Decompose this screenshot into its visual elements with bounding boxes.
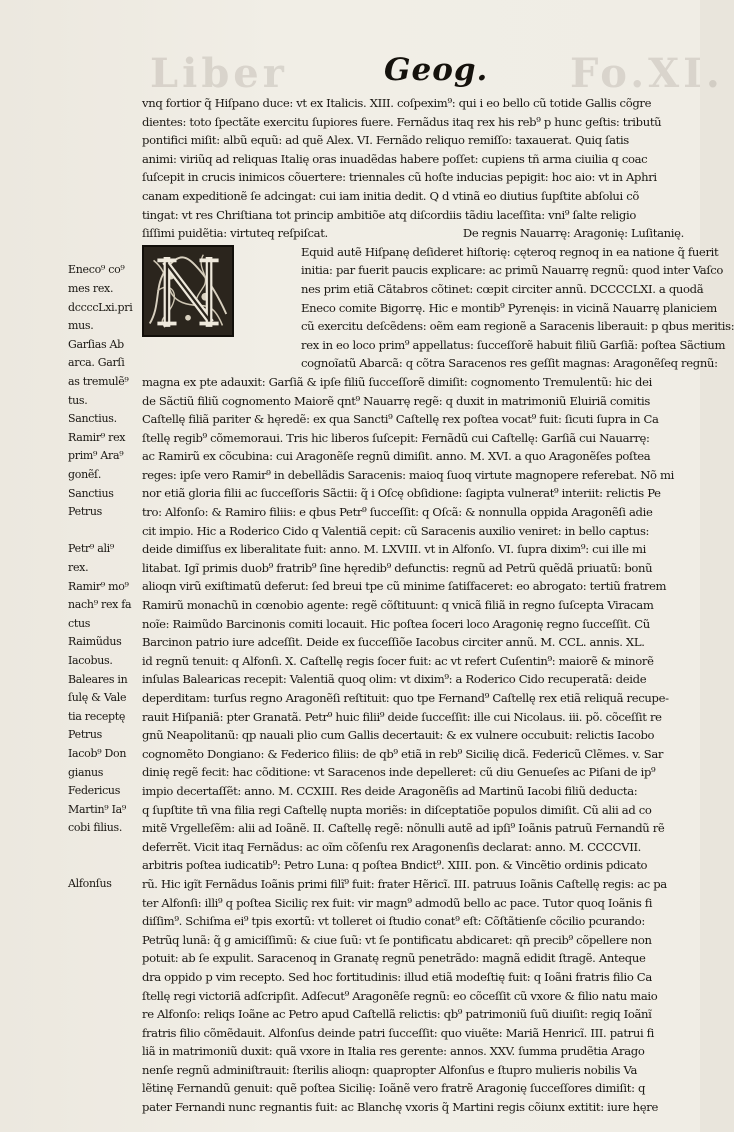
text-line: re Alfonſo: reliqs Ioãne ac Petro apud Caſtellã relictis: qb⁹ patrimoniũ ſuũ diuiſit: regiq Ioãnĩ <box>142 1007 652 1022</box>
text-line: noĩe: Raimũdo Barcinonis comiti locauit. Hic poſtea ſoceri loco Aragonię regno ſucceſſit. Cũ <box>142 616 650 631</box>
text-line: magna ex pte adauxit: Garſiã & ipſe filiũ ſucceſſorẽ dimiſit: cognomento Tremulentũ: hic dei <box>142 374 652 389</box>
text-line: ſiſſimi puidẽtia: virtuteq reſpiſcat. <box>142 226 328 241</box>
text-line: potuit: ab ſe expulit. Saracenoq in Granatę regnũ penetrãdo: magnã edidit ſtragẽ. Anteque <box>142 951 646 966</box>
margin-note: Eneco⁹ co⁹ mes rex. dccccLxi.pri mus. <box>68 263 133 333</box>
text-line: dinię regẽ fecit: hac cõditione: vt Saracenos inde depelleret: cũ diu Genueſes ac Piſani de ip⁹ <box>142 765 656 780</box>
text-line: pater Fernandi nunc regnantis fuit: ac Blanchę vxoris q̃ Martini regis cõiunx extitit: iure hęre <box>142 1100 658 1115</box>
text-line: id regnũ tenuit: q Alfonſi. X. Caſtellę regis ſocer fuit: ac vt refert Cuſentin⁹: maiorẽ & minorẽ <box>142 653 654 668</box>
text-line: q ſupſtite tñ vna filia regi Caſtellę nupta moriẽs: in diſceptatiõe populos dimiſit. Cũ alii ad co <box>142 802 652 817</box>
text-line: impio decertaſſẽt: anno. M. CCXIII. Res deide Aragonẽſis ad Martinũ Iacobi filiũ deducta: <box>142 783 638 798</box>
text-line: animi: viriũq ad reliquas Italię oras inuadẽdas habere poſſet: cupiens tñ arma ciuilia q coac <box>142 151 648 166</box>
text-line: litabat. Igĩ primis duob⁹ fratrib⁹ ſine hęredib⁹ defunctis: regnũ ad Petrũ quẽdã priuatũ: bonũ <box>142 560 653 575</box>
text-line: canam expeditionẽ ſe adcingat: cui iam initia dedit. Q d vtinã eo diutius ſupſtite abſolui cõ <box>142 188 640 203</box>
text-line: tro: Alfonſo: & Ramiro filiis: e qbus Petr⁹ ſucceſſit: q Oſcã: & nonnulla oppida Aragonẽſi adie <box>142 505 653 520</box>
text-line: cit impio. Hic a Roderico Cido q Valentiã cepit: cũ Saracenis auxilio veniret: in bello captus: <box>142 523 650 538</box>
text-line: ſtellę regib⁹ cõmemoraui. Tris hic liberos ſuſcepit: Fernãdũ cui Caſtellę: Garſiã cui Nauarrę: <box>142 430 650 445</box>
running-head: Geog. <box>384 52 489 88</box>
text-line: de Sãctiũ filiũ cognomento Maiorẽ qnt⁹ Nauarrę regẽ: q duxit in matrimoniũ Eluiriã comitis <box>142 393 650 408</box>
bleed-through-left: Liber <box>150 50 288 97</box>
text-line: fratris filio cõmẽdauit. Alfonſus deinde patri ſucceſſit: quo viuẽte: Mariã Henricĩ. III. patrui fi <box>142 1025 654 1040</box>
text-line: rex in eo loco prim⁹ appellatus: ſucceſſorẽ habuit filiũ Garſiã: poſtea Sãctium <box>301 337 726 352</box>
text-line: nor etiã gloria filii ac ſucceſſoris Sãctii: q̃ i Oſcę obſidione: ſagipta vulnerat⁹ interiit: relictis Pe <box>142 486 661 501</box>
text-line: ac Ramirũ ex cõcubina: cui Aragonẽſe regnũ dimiſit. anno. M. XVI. a quo Aragonẽſes poſtea <box>142 449 651 464</box>
text-line: rauit Hiſpaniã: pter Granatã. Petr⁹ huic filii⁹ deide ſucceſſit: ille cui Nicolaus. iii. põ. cõceſſit re <box>142 709 662 724</box>
text-line: Equid autẽ Hiſpanę deſideret hiſtorię: cęteroq regnoq in ea natione q̃ fuerit <box>301 244 719 259</box>
text-line: ſtellę regi victoriã adſcripſit. Adſecut⁹ Aragonẽſe regnũ: eo cõceſſit cũ vxore & filio natu maio <box>142 988 658 1003</box>
text-line: diſſim⁹. Schiſma ei⁹ tpis exortũ: vt tolleret oi ſtudio conat⁹ eſt: Cõſtãtienſe cõcilio pcurando: <box>142 914 645 929</box>
text-line: reges: ipſe vero Ramir⁹ in debellãdis Saracenis: maioq ſuoq virtute magnopere referebat. Nõ mi <box>142 467 674 482</box>
text-line: dientes: toto ſpectãte exercitu ſupiores fuere. Fernãdus itaq rex his reb⁹ p hunc geſtis: tributũ <box>142 114 662 129</box>
text-line: gnũ Neapolitanũ: qp nauali plio cum Gallis decertauit: & ex vulnere occubuit: relictis Iacobo <box>142 728 655 743</box>
bleed-through-right: Fo.XI. <box>570 50 724 97</box>
section-heading: De regnis Nauarrę: Aragonię: Luſitanię. <box>462 226 684 241</box>
margin-note: Sanctius. Ramir⁹ rex prim⁹ Ara⁹ gonẽſ. Sanctius Petrus <box>68 412 126 519</box>
text-line: tingat: vt res Chriſtiana tot princip ambitiõe atq diſcordiis tãdiu laceſſita: vni⁹ ſalte religio <box>142 207 636 222</box>
text-line: lẽtinę Fernandũ genuit: quẽ poſtea Sicilię: Ioãnẽ vero fratrẽ Aragonię ſucceſſores dimiſit: q <box>142 1081 646 1096</box>
text-line: Eneco comite Bigorrę. Hic e montib⁹ Pyrenęis: in vicinã Nauarrę planiciem <box>301 300 717 315</box>
text-line: dra oppido p vim recepto. Sed hoc fortitudinis: illud etiã modeſtię fuit: q Ioãni fratris filio Ca <box>142 969 652 984</box>
text-line: nenſe regnũ adminiſtrauit: ſterilis alioqn: quapropter Alfonſus e ſtupro mulieris nobilis Va <box>142 1062 638 1077</box>
text-line: deferrẽt. Vicit itaq Fernãdus: ac oĩm cõſenſu rex Aragonenſis declarat: anno. M. CCCCVII. <box>142 839 642 854</box>
text-line: Barcinon patrio iure adceſſit. Deide ex ſucceſſiõe Iacobus circiter annũ. M. CCL. annis. XL. <box>142 635 645 650</box>
text-line: rũ. Hic igĩt Fernãdus Ioãnis primi filĩ⁹ fuit: frater Hẽricĩ. III. patruus Ioãnis Caſtellę regis: ac pa <box>142 876 667 891</box>
text-line: mitẽ Vrgelleſẽm: alii ad Ioãnẽ. II. Caſtellę regẽ: nõnulli autẽ ad ipſi⁹ Ioãnis patruũ Fernandũ rẽ <box>142 821 665 836</box>
text-line: arbitris poſtea iudicatib⁹: Petro Luna: q poſtea Bndict⁹. XIII. pon. & Vincẽtio ordinis pdicato <box>142 858 648 873</box>
text-line: inſulas Balearicas recepit: Valentiã quoq olim: vt dixim⁹: a Roderico Cido recuperatã: deide <box>142 672 647 687</box>
text-line: initia: par fuerit paucis explicare: ac primũ Nauarrę regnũ: quod inter Vaſco <box>301 263 724 278</box>
text-line: pontifici miſit: albũ equũ: ad quẽ Alex. VI. Fernãdo reliquo remiſſo: taxauerat. Quiq ſatis <box>142 133 629 148</box>
text-line: ſuſcepit in crucis inimicos cõuertere: triennales cũ hoſte inducias pepigit: hoc aio: vt in Aphri <box>142 170 657 185</box>
text-line: deide dimiſſus ex liberalitate fuit: anno. M. LXVIII. vt in Alfonſo. VI. ſupra dixim⁹: cui ille mi <box>142 542 646 557</box>
text-line: cognoĩatũ Abarcã: q cõtra Saracenos res geſſit magnas: Aragonẽſeq regnũ: <box>301 356 718 371</box>
text-line: liã in matrimoniũ duxit: quã vxore in Italia res gerente: annos. XXV. ſumma prudẽtia Arago <box>142 1044 645 1059</box>
text-line: cognomẽto Dongiano: & Federico filiis: de qb⁹ etiã in reb⁹ Sicilię dicã. Federicũ Clẽmes. v. Sar <box>142 746 664 761</box>
text-line: cũ exercitu deſcẽdens: oẽm eam regionẽ a Saracenis liberauit: p qbus meritis: <box>301 319 734 334</box>
text-line: alioqn virũ exiſtimatũ deferut: ſed breui tpe cũ minime ſatiſfaceret: eo abrogato: tertiũ fratrem <box>142 579 667 594</box>
text-line: Petrũq lunã: q̃ g amiciſſimũ: & ciue ſuũ: vt ſe pontificatu abdicaret: qñ precib⁹ cõpellere non <box>142 932 652 947</box>
margin-note: Petr⁹ ali⁹ rex. Ramir⁹ mo⁹ nach⁹ rex fa ctus Raimũdus Iacobus. Baleares in ſulę & Vale tia receptę Petrus Iacob⁹ Don gianus Federicus Martin⁹ Ia⁹ cobi filius. <box>68 542 132 835</box>
margin-note: Alfonſus <box>68 877 112 891</box>
text-line: nes prim etiã Cãtabros cõtinet: cœpit circiter annũ. DCCCCLXI. a quodã <box>301 281 704 296</box>
text-line: Caſtellę filiã pariter & hęredẽ: ex qua Sancti⁹ Caſtellę rex poſtea vocat⁹ fuit: ſicuti ſupra in Ca <box>142 412 659 427</box>
text-line: deperditam: turſus regno Aragonẽſi reſtituit: quo tpe Fernand⁹ Caſtellę rex etiã reliquã recupe- <box>142 691 669 705</box>
margin-note: Garſias Ab arca. Garſi as tremulẽ⁹ tus. <box>68 337 129 407</box>
text-line: Ramirũ monachũ in cœnobio agente: regẽ cõſtituunt: q vnicã filiã in regno ſuſcepta Viracam <box>142 598 654 613</box>
text-line-with-heading <box>142 224 684 243</box>
text-line: ter Alfonſi: illi⁹ q poſtea Siciliç rex fuit: vir magn⁹ admodũ bello ac pace. Tutor quoq Ioãnis fi <box>142 895 653 910</box>
main-text-block <box>142 94 734 1117</box>
text-line: vnq fortior q̃ Hiſpano duce: vt ex Italicis. XIII. coſpexim⁹: qui i eo bello cũ totide Gallis cõgre <box>142 96 652 110</box>
